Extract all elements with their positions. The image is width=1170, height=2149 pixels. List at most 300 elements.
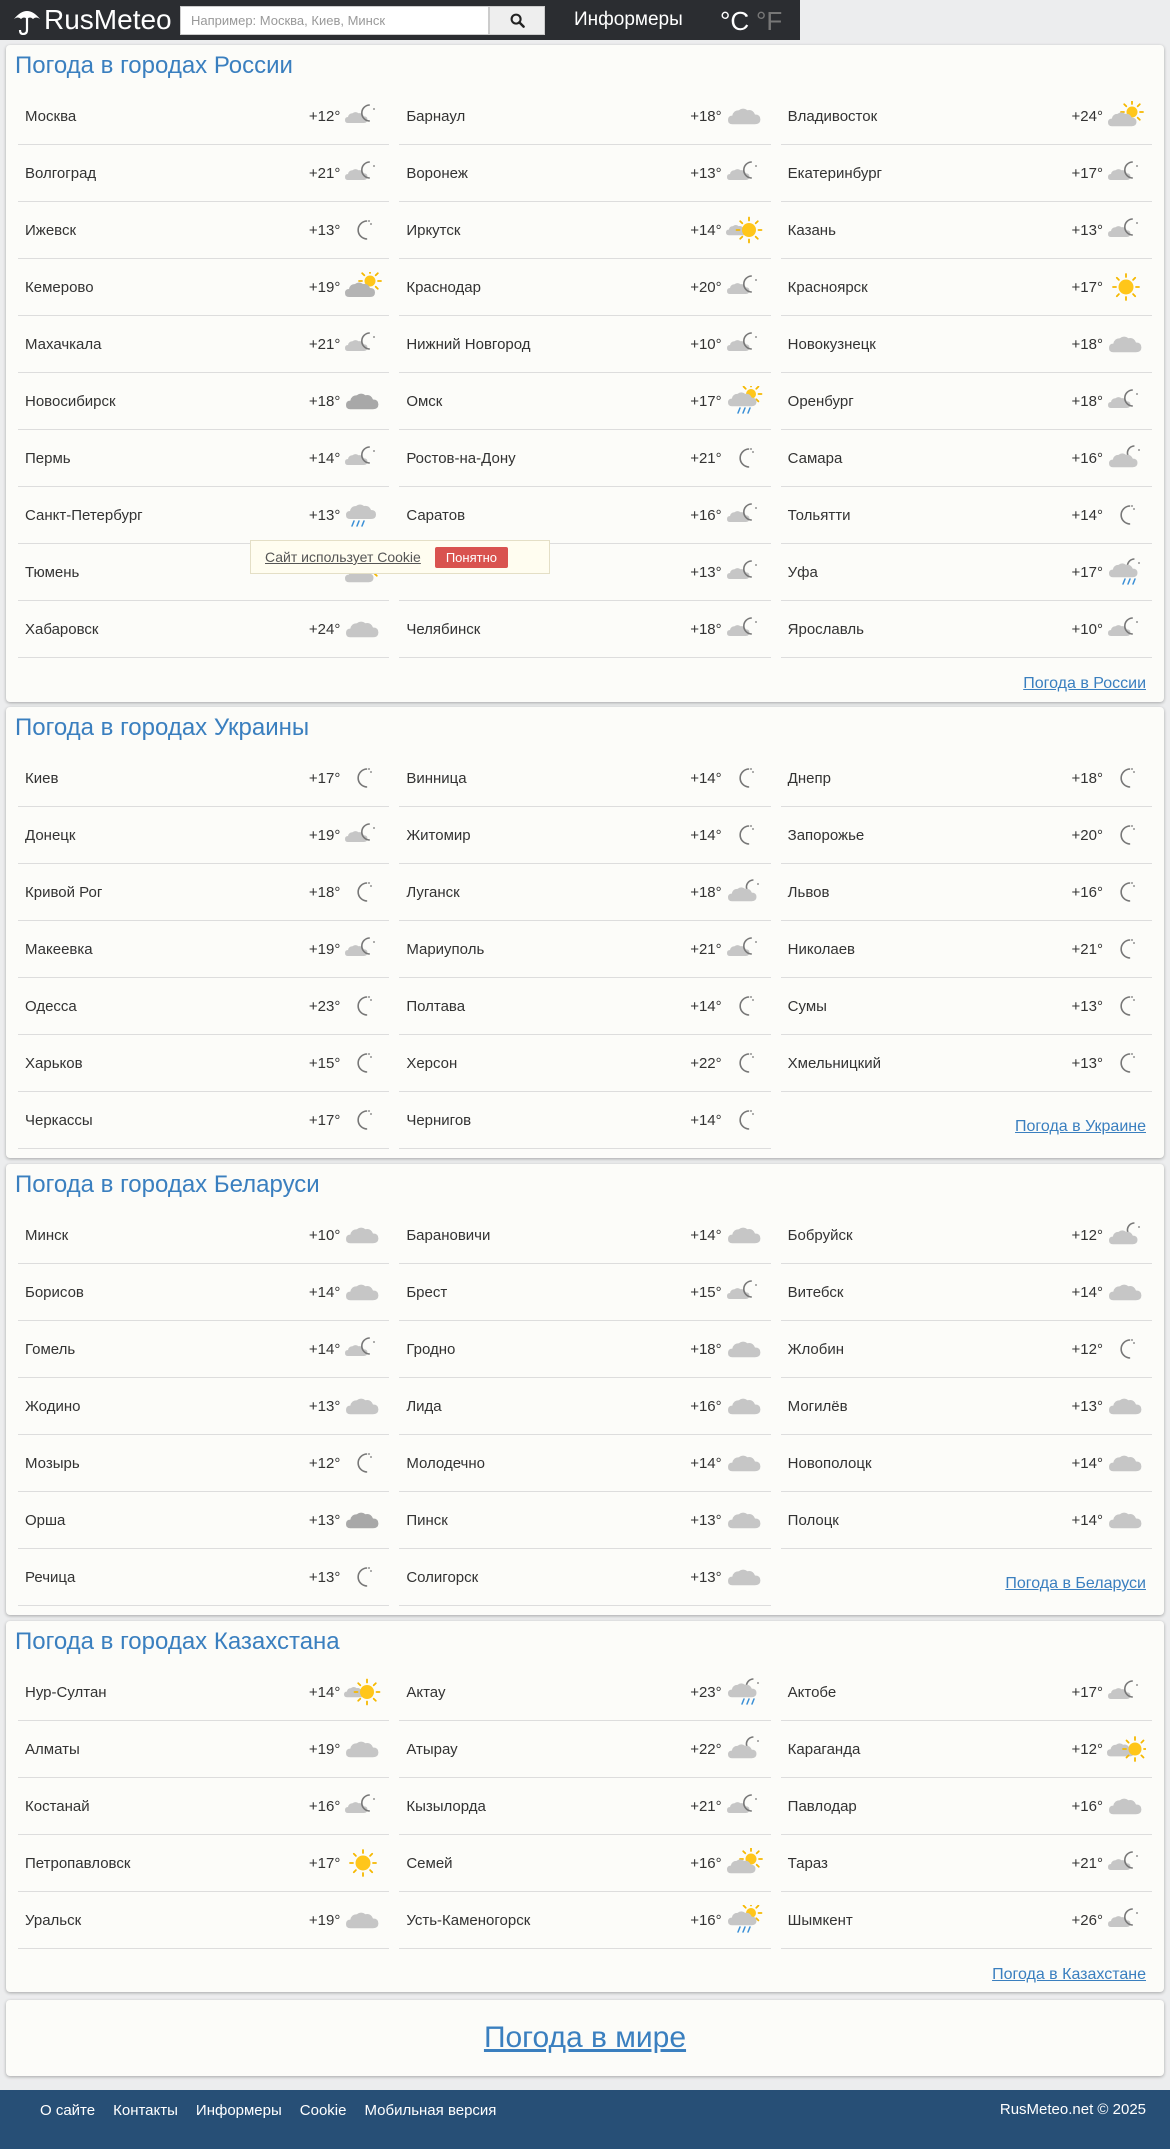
city-temperature: +21° — [690, 449, 722, 467]
section-title: Погода в городах Казахстана — [15, 1628, 340, 1655]
moon-icon — [1106, 500, 1146, 530]
city-temperature: +13° — [690, 1511, 722, 1529]
city-name[interactable]: Ростов-на-Дону — [406, 449, 516, 467]
city-weather-item[interactable] — [399, 978, 770, 1035]
section-more-link[interactable]: Погода в России — [1023, 675, 1146, 692]
city-name[interactable]: Запорожье — [787, 826, 865, 844]
city-weather-item[interactable] — [399, 807, 770, 864]
city-name[interactable]: Атырау — [406, 1740, 458, 1758]
city-weather-item[interactable] — [399, 1264, 770, 1321]
city-temperature: +15° — [690, 1283, 722, 1301]
city-temperature: +16° — [1071, 449, 1103, 467]
city-name[interactable]: Тольятти — [787, 506, 851, 524]
city-name[interactable]: Могилёв — [787, 1397, 848, 1415]
city-name[interactable]: Бобруйск — [787, 1226, 853, 1244]
city-name[interactable]: Луганск — [406, 883, 460, 901]
city-weather-item[interactable] — [399, 1664, 770, 1721]
city-name[interactable]: Орша — [25, 1511, 66, 1529]
city-weather-item[interactable] — [781, 1492, 1152, 1549]
city-weather-item[interactable] — [399, 1892, 770, 1949]
city-weather-item[interactable] — [18, 1321, 389, 1378]
city-weather-item[interactable] — [18, 202, 389, 259]
city-weather-item[interactable] — [781, 430, 1152, 487]
city-weather-item[interactable] — [781, 373, 1152, 430]
city-name[interactable]: Минск — [25, 1226, 69, 1244]
city-name[interactable]: Нижний Новгород — [406, 335, 531, 353]
city-name[interactable]: Сумы — [787, 997, 827, 1015]
moon-cloud-icon — [343, 101, 383, 131]
city-temperature: +13° — [690, 1568, 722, 1586]
city-name[interactable]: Полоцк — [787, 1511, 839, 1529]
city-name[interactable]: Хабаровск — [25, 620, 99, 638]
city-temperature: +19° — [308, 826, 341, 844]
footer-links — [40, 2090, 496, 2130]
city-name[interactable]: Новополоцк — [787, 1454, 872, 1472]
city-weather-item[interactable] — [399, 1435, 770, 1492]
city-weather-item[interactable] — [781, 1892, 1152, 1949]
city-temperature: +21° — [1071, 1854, 1103, 1872]
city-weather-item[interactable] — [18, 1207, 389, 1264]
city-weather-item[interactable] — [18, 1378, 389, 1435]
city-weather-item[interactable] — [18, 430, 389, 487]
city-temperature: +10° — [1071, 620, 1103, 638]
cloud-icon — [343, 1734, 383, 1764]
city-temperature: +13° — [308, 1397, 341, 1415]
footer-link-informers[interactable]: Информеры — [195, 2101, 282, 2119]
moon-cloud-icon — [343, 934, 383, 964]
moon-icon — [343, 1448, 383, 1478]
city-name[interactable]: Солигорск — [406, 1568, 479, 1586]
city-name[interactable]: Мозырь — [25, 1454, 80, 1472]
moon-icon — [725, 820, 765, 850]
city-name[interactable]: Шымкент — [787, 1911, 853, 1929]
city-name[interactable]: Воронеж — [406, 164, 468, 182]
city-name[interactable]: Костанай — [25, 1797, 90, 1815]
city-weather-item[interactable] — [18, 88, 389, 145]
moon-cloud-icon — [725, 1734, 765, 1764]
city-temperature: +14° — [1071, 506, 1103, 524]
city-weather-item[interactable] — [399, 750, 770, 807]
city-temperature: +19° — [308, 278, 341, 296]
moon-icon — [343, 763, 383, 793]
city-name[interactable]: Барнаул — [406, 107, 466, 125]
cloud-icon — [725, 1334, 765, 1364]
moon-cloud-icon — [725, 329, 765, 359]
moon-cloud-icon — [725, 557, 765, 587]
city-temperature: +21° — [690, 1797, 722, 1815]
city-weather-item[interactable] — [399, 1092, 770, 1149]
unit-fahrenheit-toggle[interactable]: °F — [756, 6, 783, 36]
moon-cloud-icon — [725, 614, 765, 644]
city-name[interactable]: Уральск — [25, 1911, 82, 1929]
city-temperature: +23° — [690, 1683, 722, 1701]
city-weather-item[interactable] — [18, 807, 389, 864]
footer-link-about[interactable]: О сайте — [40, 2101, 96, 2119]
city-weather-item[interactable] — [18, 1264, 389, 1321]
city-name[interactable]: Караганда — [787, 1740, 861, 1758]
city-name[interactable]: Актобе — [787, 1683, 837, 1701]
city-temperature: +18° — [690, 107, 722, 125]
city-temperature: +16° — [690, 1911, 722, 1929]
city-name[interactable]: Санкт-Петербург — [25, 506, 143, 524]
city-weather-item[interactable] — [781, 1835, 1152, 1892]
city-temperature: +16° — [690, 1854, 722, 1872]
city-weather-item[interactable] — [781, 978, 1152, 1035]
city-temperature: +18° — [690, 1340, 722, 1358]
moon-icon — [343, 1048, 383, 1078]
city-name[interactable]: Усть-Каменогорск — [406, 1911, 531, 1929]
city-temperature: +14° — [690, 769, 722, 787]
cloud-icon — [343, 386, 383, 416]
city-name[interactable]: Львов — [787, 883, 830, 901]
city-name[interactable]: Пермь — [25, 449, 71, 467]
city-name[interactable]: Донецк — [25, 826, 76, 844]
city-weather-item[interactable] — [781, 750, 1152, 807]
city-name[interactable]: Челябинск — [406, 620, 481, 638]
city-temperature: +16° — [690, 1397, 722, 1415]
moon-icon — [343, 877, 383, 907]
moon-cloud-icon — [725, 500, 765, 530]
section-title: Погода в городах Украины — [15, 714, 310, 741]
sun-icon — [343, 1848, 383, 1878]
city-weather-item[interactable] — [781, 601, 1152, 658]
section-ukraine — [6, 707, 1164, 1158]
city-weather-item[interactable] — [399, 373, 770, 430]
moon-cloud-icon — [725, 877, 765, 907]
city-name[interactable]: Брест — [406, 1283, 448, 1301]
city-weather-item[interactable] — [18, 750, 389, 807]
city-weather-item[interactable] — [18, 1435, 389, 1492]
city-weather-item[interactable] — [18, 373, 389, 430]
footer-link-contacts[interactable]: Контакты — [113, 2101, 178, 2119]
city-name[interactable]: Тараз — [787, 1854, 828, 1872]
city-name[interactable]: Хмельницкий — [787, 1054, 881, 1072]
city-weather-item[interactable] — [399, 1035, 770, 1092]
sun-cloud-icon — [343, 1677, 383, 1707]
city-name[interactable]: Кызылорда — [406, 1797, 486, 1815]
moon-cloud-rain-icon — [725, 1677, 765, 1707]
city-weather-item[interactable] — [781, 487, 1152, 544]
city-name[interactable]: Иркутск — [406, 221, 461, 239]
city-name[interactable]: Махачкала — [25, 335, 102, 353]
cloud-icon — [725, 1505, 765, 1535]
city-name[interactable]: Винница — [406, 769, 467, 787]
sun-cloud-icon — [343, 272, 383, 302]
moon-cloud-icon — [725, 272, 765, 302]
sun-cloud-rain-icon — [725, 1905, 765, 1935]
city-weather-item[interactable] — [399, 601, 770, 658]
cloud-icon — [1106, 1505, 1146, 1535]
section-more-link[interactable]: Погода в Казахстане — [992, 1966, 1146, 1983]
city-name[interactable]: Тюмень — [25, 563, 80, 581]
city-weather-item[interactable] — [781, 807, 1152, 864]
informers-link[interactable]: Информеры — [574, 9, 683, 30]
city-name[interactable]: Полтава — [406, 997, 466, 1015]
city-weather-item[interactable] — [781, 316, 1152, 373]
cookie-notice — [250, 540, 550, 574]
city-temperature: +26° — [1071, 1911, 1103, 1929]
city-weather-item[interactable] — [781, 1778, 1152, 1835]
city-name[interactable]: Волгоград — [25, 164, 97, 182]
city-name[interactable]: Краснодар — [406, 278, 481, 296]
search-input[interactable] — [180, 6, 489, 35]
city-name[interactable]: Саратов — [406, 506, 466, 524]
city-name[interactable]: Москва — [25, 107, 77, 125]
city-weather-item[interactable] — [18, 1492, 389, 1549]
city-name[interactable]: Ярославль — [787, 620, 864, 638]
city-temperature: +18° — [1071, 335, 1103, 353]
city-temperature: +15° — [308, 1054, 341, 1072]
city-weather-item[interactable] — [781, 1664, 1152, 1721]
umbrella-icon — [12, 5, 42, 35]
moon-icon — [725, 763, 765, 793]
rain-cloud-icon — [343, 500, 383, 530]
city-weather-item[interactable] — [399, 88, 770, 145]
city-name[interactable]: Днепр — [787, 769, 831, 787]
city-weather-item[interactable] — [399, 430, 770, 487]
moon-icon — [1106, 1048, 1146, 1078]
city-weather-item[interactable] — [399, 1778, 770, 1835]
city-name[interactable]: Черкассы — [25, 1111, 93, 1129]
city-weather-item[interactable] — [781, 1207, 1152, 1264]
city-temperature: +22° — [690, 1740, 722, 1758]
city-weather-item[interactable] — [781, 259, 1152, 316]
cloud-icon — [343, 1505, 383, 1535]
city-name[interactable]: Харьков — [25, 1054, 83, 1072]
city-name[interactable]: Борисов — [25, 1283, 84, 1301]
city-weather-item[interactable] — [399, 921, 770, 978]
city-temperature: +21° — [1071, 940, 1103, 958]
cloud-icon — [1106, 1448, 1146, 1478]
city-name[interactable]: Кемерово — [25, 278, 94, 296]
moon-icon — [1106, 820, 1146, 850]
city-temperature: +14° — [1071, 1283, 1103, 1301]
copyright: RusMeteo.net © 2025 — [999, 2101, 1146, 2118]
city-name[interactable]: Жлобин — [787, 1340, 845, 1358]
site-logo[interactable] — [12, 4, 172, 36]
city-temperature: +24° — [308, 620, 341, 638]
city-weather-item[interactable] — [781, 1264, 1152, 1321]
moon-icon — [343, 1105, 383, 1135]
city-temperature: +19° — [308, 1740, 341, 1758]
cookie-accept-button[interactable]: Понятно — [435, 547, 508, 568]
unit-celsius-toggle[interactable]: °C — [720, 6, 750, 36]
cloud-icon — [343, 1277, 383, 1307]
city-weather-item[interactable] — [18, 1549, 389, 1606]
city-weather-item[interactable] — [781, 1721, 1152, 1778]
city-name[interactable]: Владивосток — [787, 107, 878, 125]
moon-icon — [343, 991, 383, 1021]
moon-icon — [343, 1562, 383, 1592]
section-title: Погода в городах России — [15, 52, 293, 79]
section-russia — [6, 45, 1164, 702]
city-weather-item[interactable] — [399, 487, 770, 544]
city-name[interactable]: Семей — [406, 1854, 453, 1872]
city-temperature: +22° — [690, 1054, 722, 1072]
city-name[interactable]: Гродно — [406, 1340, 456, 1358]
city-weather-item[interactable] — [18, 487, 389, 544]
city-weather-item[interactable] — [781, 88, 1152, 145]
moon-cloud-icon — [1106, 1677, 1146, 1707]
moon-cloud-icon — [1106, 614, 1146, 644]
city-grid — [18, 88, 1152, 658]
city-name[interactable]: Новокузнецк — [787, 335, 876, 353]
city-name[interactable]: Лида — [406, 1397, 442, 1415]
cloud-icon — [1106, 329, 1146, 359]
city-weather-item[interactable] — [399, 259, 770, 316]
city-name[interactable]: Чернигов — [406, 1111, 472, 1129]
city-name[interactable]: Кривой Рог — [25, 883, 103, 901]
moon-cloud-icon — [725, 158, 765, 188]
city-name[interactable]: Речица — [25, 1568, 76, 1586]
city-weather-item[interactable] — [18, 1721, 389, 1778]
moon-icon — [725, 1105, 765, 1135]
city-name[interactable]: Омск — [406, 392, 443, 410]
world-weather-link[interactable]: Погода в мире — [483, 2021, 687, 2054]
city-weather-item[interactable] — [399, 145, 770, 202]
city-name[interactable]: Ижевск — [25, 221, 77, 239]
city-name[interactable]: Нур-Султан — [25, 1683, 107, 1701]
city-temperature: +13° — [308, 1568, 341, 1586]
city-weather-item[interactable] — [18, 145, 389, 202]
city-temperature: +16° — [690, 506, 722, 524]
city-grid — [18, 1207, 1152, 1606]
city-weather-item[interactable] — [18, 1892, 389, 1949]
city-name[interactable]: Актау — [406, 1683, 446, 1701]
section-more-link[interactable]: Погода в Украине — [1015, 1118, 1146, 1135]
city-name[interactable]: Екатеринбург — [787, 164, 883, 182]
city-weather-item[interactable] — [399, 1835, 770, 1892]
city-temperature: +21° — [308, 164, 341, 182]
city-weather-item[interactable] — [18, 1035, 389, 1092]
city-weather-item[interactable] — [781, 1435, 1152, 1492]
city-temperature: +14° — [308, 1340, 341, 1358]
city-weather-item[interactable] — [18, 1092, 389, 1149]
section-more-link[interactable]: Погода в Беларуси — [1005, 1575, 1146, 1592]
city-weather-item[interactable] — [781, 1321, 1152, 1378]
city-name[interactable]: Уфа — [787, 563, 818, 581]
city-name[interactable]: Барановичи — [406, 1226, 491, 1244]
city-weather-item[interactable] — [781, 145, 1152, 202]
cloud-icon — [1106, 1391, 1146, 1421]
city-weather-item[interactable] — [399, 1321, 770, 1378]
city-weather-item[interactable] — [781, 1378, 1152, 1435]
city-temperature: +13° — [690, 563, 722, 581]
city-temperature: +19° — [308, 1911, 341, 1929]
city-name[interactable]: Павлодар — [787, 1797, 857, 1815]
city-weather-item[interactable] — [399, 1549, 770, 1606]
city-weather-item[interactable] — [399, 202, 770, 259]
world-weather-panel — [6, 2000, 1164, 2076]
city-name[interactable]: Казань — [787, 221, 836, 239]
city-weather-item[interactable] — [18, 316, 389, 373]
city-name[interactable]: Жодино — [25, 1397, 81, 1415]
city-weather-item[interactable] — [781, 921, 1152, 978]
city-name[interactable]: Витебск — [787, 1283, 844, 1301]
city-name[interactable]: Мариуполь — [406, 940, 485, 958]
moon-cloud-icon — [343, 329, 383, 359]
city-temperature: +13° — [1071, 997, 1103, 1015]
city-weather-item[interactable] — [399, 1207, 770, 1264]
section-belarus — [6, 1164, 1164, 1615]
city-temperature: +13° — [1071, 221, 1103, 239]
city-temperature: +21° — [308, 335, 341, 353]
city-name[interactable]: Киев — [25, 769, 59, 787]
footer-link-mobile[interactable]: Мобильная версия — [364, 2101, 497, 2119]
city-weather-item[interactable] — [18, 978, 389, 1035]
city-name[interactable]: Николаев — [787, 940, 856, 958]
city-weather-item[interactable] — [399, 1721, 770, 1778]
city-weather-item[interactable] — [399, 1492, 770, 1549]
city-name[interactable]: Гомель — [25, 1340, 76, 1358]
city-weather-item[interactable] — [781, 202, 1152, 259]
city-name[interactable]: Оренбург — [787, 392, 854, 410]
city-weather-item[interactable] — [18, 864, 389, 921]
city-weather-item[interactable] — [18, 921, 389, 978]
city-temperature: +13° — [308, 221, 341, 239]
footer-link-cookie[interactable]: Cookie — [299, 2101, 347, 2119]
city-weather-item[interactable] — [781, 864, 1152, 921]
city-temperature: +17° — [690, 392, 722, 410]
city-weather-item[interactable] — [18, 1778, 389, 1835]
city-name[interactable]: Новосибирск — [25, 392, 116, 410]
city-temperature: +12° — [1071, 1340, 1103, 1358]
city-weather-item[interactable] — [781, 544, 1152, 601]
section-link-cell — [781, 1092, 1152, 1149]
moon-icon — [1106, 991, 1146, 1021]
city-name[interactable]: Пинск — [406, 1511, 448, 1529]
city-name[interactable]: Самара — [787, 449, 843, 467]
moon-cloud-icon — [1106, 1905, 1146, 1935]
city-weather-item[interactable] — [18, 1664, 389, 1721]
moon-cloud-icon — [725, 1791, 765, 1821]
search-button[interactable] — [489, 6, 545, 35]
logo-text: RusMeteo — [44, 4, 172, 35]
city-weather-item[interactable] — [18, 1835, 389, 1892]
city-weather-item[interactable] — [18, 259, 389, 316]
city-name[interactable]: Одесса — [25, 997, 77, 1015]
city-name[interactable]: Алматы — [25, 1740, 80, 1758]
moon-cloud-icon — [343, 1334, 383, 1364]
moon-cloud-icon — [1106, 443, 1146, 473]
city-temperature: +18° — [1071, 392, 1103, 410]
moon-icon — [1106, 1334, 1146, 1364]
city-name[interactable]: Петропавловск — [25, 1854, 131, 1872]
city-weather-item[interactable] — [399, 1378, 770, 1435]
city-weather-item[interactable] — [399, 316, 770, 373]
city-temperature: +18° — [690, 620, 722, 638]
city-name[interactable]: Макеевка — [25, 940, 93, 958]
cloud-icon — [343, 1220, 383, 1250]
city-temperature: +20° — [690, 278, 722, 296]
sun-cloud-icon — [725, 1848, 765, 1878]
footer — [0, 2090, 1170, 2149]
top-bar — [0, 0, 800, 40]
city-name[interactable]: Херсон — [406, 1054, 458, 1072]
city-temperature: +12° — [308, 1454, 341, 1472]
cookie-notice-text[interactable]: Сайт использует Cookie — [265, 549, 421, 565]
city-weather-item[interactable] — [18, 601, 389, 658]
sun-cloud-icon — [1106, 1734, 1146, 1764]
city-name[interactable]: Красноярск — [787, 278, 868, 296]
moon-cloud-icon — [343, 1791, 383, 1821]
city-weather-item[interactable] — [399, 864, 770, 921]
city-name[interactable]: Житомир — [406, 826, 471, 844]
city-weather-item[interactable] — [781, 1035, 1152, 1092]
city-temperature: +18° — [308, 392, 341, 410]
city-temperature: +24° — [1071, 107, 1103, 125]
city-name[interactable]: Молодечно — [406, 1454, 485, 1472]
